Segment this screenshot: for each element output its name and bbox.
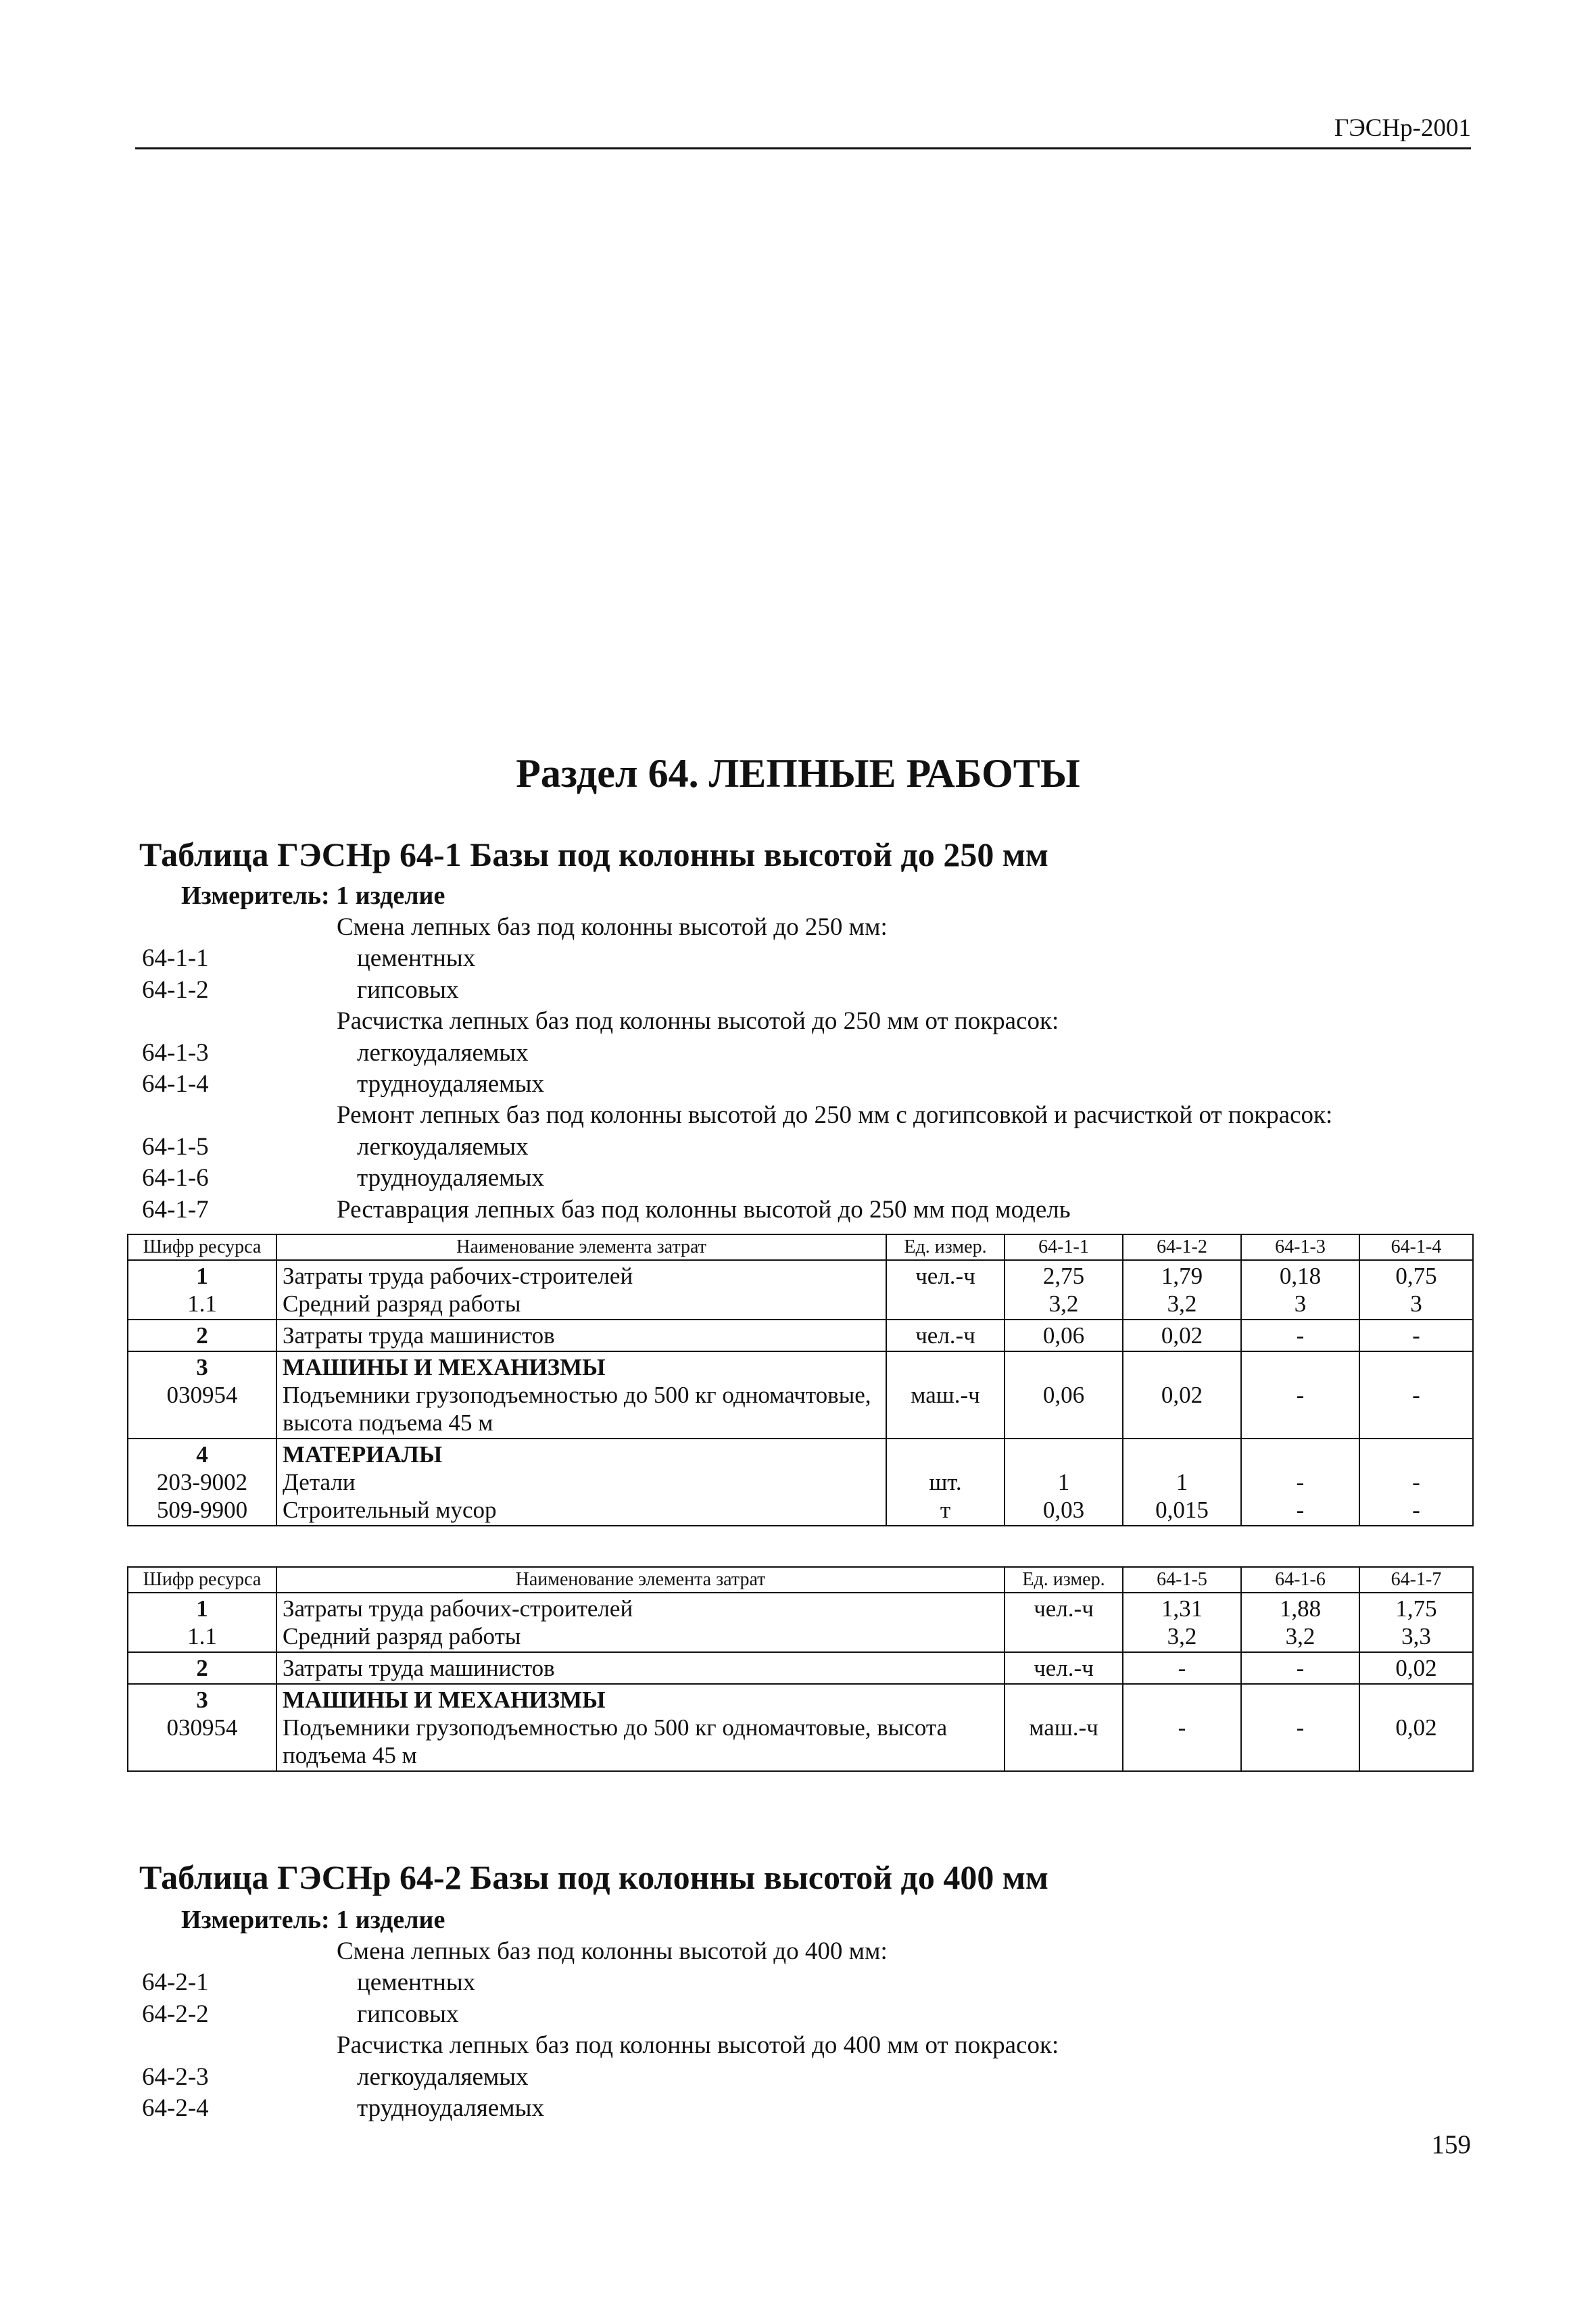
table-row [128,1593,1473,1652]
cost-element-cell [276,1260,886,1320]
work-code: 64-1-6 [142,1164,209,1192]
norm-value: - [1296,1714,1305,1741]
unit [1011,1622,1117,1650]
table-row [128,1351,1473,1439]
norm-value: 3,2 [1167,1290,1197,1317]
value-cell [1005,1260,1123,1320]
column-header: 64-1-7 [1359,1567,1473,1593]
value-cell [1241,1684,1359,1771]
resource-code: 2 [196,1655,208,1681]
norm-value: 0,18 [1279,1263,1322,1289]
norm-value [1365,1353,1467,1381]
table-row [128,1652,1473,1684]
work-description: трудноудаляемых [357,1070,544,1098]
value-cell [1123,1593,1241,1652]
norm-value: 2,75 [1042,1263,1085,1289]
cost-element-name: Затраты труда рабочих-строителей [283,1595,633,1622]
column-header: 64-1-2 [1123,1234,1241,1260]
unit: маш.-ч [911,1382,980,1408]
unit [892,1353,998,1381]
value-cell [1005,1439,1123,1526]
cost-element-cell [276,1652,1005,1684]
cost-element-name: Затраты труда рабочих-строителей [283,1263,633,1289]
norm-value: - [1296,1497,1305,1523]
norm-value: 0,06 [1042,1382,1085,1408]
value-cell [1359,1684,1473,1771]
norm-value [1129,1686,1235,1714]
norm-value: 0,75 [1395,1263,1437,1289]
unit: чел.-ч [1034,1655,1094,1681]
norm-value: 0,02 [1161,1382,1203,1408]
unit: маш.-ч [1029,1714,1098,1741]
norm-value: 3,2 [1167,1623,1197,1649]
norm-value: - [1412,1497,1420,1523]
resource-code: 4 [196,1441,208,1468]
cost-element-cell [276,1439,886,1526]
resource-code: 030954 [166,1714,238,1741]
work-code: 64-1-3 [142,1038,209,1067]
table-64-2-meter: Измеритель: 1 изделие [181,1906,445,1934]
value-cell [1241,1351,1359,1439]
resource-code: 030954 [166,1382,238,1408]
cost-element-name: Детали [283,1469,356,1495]
resource-code: 203-9002 [156,1469,248,1495]
unit-cell [886,1439,1005,1526]
table-64-1-title: Таблица ГЭСНр 64-1 Базы под колонны высотой до 250 мм [139,836,1048,873]
norm-value [1011,1441,1117,1468]
norm-value: - [1296,1382,1305,1408]
work-description: Реставрация лепных баз под колонны высотой до 250 мм под модель [337,1195,1071,1224]
value-cell [1359,1652,1473,1684]
work-description: легкоудаляемых [357,1132,529,1161]
norm-value: - [1412,1469,1420,1495]
value-cell [1123,1320,1241,1351]
value-cell [1359,1439,1473,1526]
resource-code: 1 [196,1263,208,1289]
section-title: Раздел 64. ЛЕПНЫЕ РАБОТЫ [516,751,1080,796]
column-header: 64-1-4 [1359,1234,1473,1260]
resource-code: 3 [196,1354,208,1380]
work-code: 64-1-1 [142,944,209,973]
document-code: ГЭСНр-2001 [1334,114,1471,142]
unit-cell [886,1260,1005,1320]
cost-element-name: Средний разряд работы [283,1623,521,1649]
norm-value [1247,1686,1353,1714]
table-64-2-title: Таблица ГЭСНр 64-2 Базы под колонны высотой до 400 мм [139,1858,1048,1896]
work-description: легкоудаляемых [357,1038,529,1067]
norm-value [1247,1353,1353,1381]
norm-value [1129,1441,1235,1468]
work-code: 64-2-3 [142,2062,209,2091]
work-description: трудноудаляемых [357,2094,544,2122]
unit: чел.-ч [1034,1595,1094,1622]
work-code: 64-1-2 [142,975,209,1004]
cost-element-name: МАШИНЫ И МЕХАНИЗМЫ [283,1354,606,1380]
column-header: Ед. измер. [886,1234,1005,1260]
table-row [128,1439,1473,1526]
resource-code-cell [128,1260,276,1320]
unit: т [940,1497,951,1523]
value-cell [1359,1260,1473,1320]
table-row [128,1320,1473,1351]
resource-code-cell [128,1320,276,1351]
unit: чел.-ч [915,1322,975,1349]
cost-element-name: Строительный мусор [283,1497,497,1523]
column-header: Шифр ресурса [128,1234,276,1260]
value-cell [1123,1260,1241,1320]
cost-element-name: Затраты труда машинистов [283,1322,555,1349]
work-description: трудноудаляемых [357,1164,544,1192]
cost-element-name: Средний разряд работы [283,1290,521,1317]
norm-value: 1,88 [1279,1595,1322,1622]
resource-code: 1.1 [187,1623,217,1649]
norm-value [1129,1353,1235,1381]
norm-value: 0,015 [1155,1497,1209,1523]
value-cell [1241,1652,1359,1684]
column-header: Наименование элемента затрат [276,1567,1005,1593]
norm-value: - [1296,1655,1305,1681]
work-description: Смена лепных баз под колонны высотой до 400 мм: [337,1937,888,1965]
work-code: 64-1-5 [142,1132,209,1161]
norm-value: - [1296,1469,1305,1495]
unit: шт. [929,1469,962,1495]
resource-code: 1.1 [187,1290,217,1317]
cost-element-cell [276,1593,1005,1652]
cost-element-name: Подъемники грузоподъемностью до 500 кг одномачтовые, высота подъема 45 м [283,1714,948,1768]
unit-cell [1005,1684,1123,1771]
value-cell [1241,1320,1359,1351]
column-header: Наименование элемента затрат [276,1234,886,1260]
norm-value [1365,1441,1467,1468]
norm-value: 1,79 [1161,1263,1203,1289]
unit: чел.-ч [915,1263,975,1289]
norm-value: 3,3 [1401,1623,1431,1649]
norm-value: 0,02 [1161,1322,1203,1349]
resource-code: 509-9900 [156,1497,248,1523]
value-cell [1123,1684,1241,1771]
resource-table-64-1-1-to-4 [127,1234,1474,1526]
table-row [128,1684,1473,1771]
header-rule [135,147,1471,149]
work-code: 64-2-1 [142,1969,209,1997]
value-cell [1359,1320,1473,1351]
norm-value: 1 [1176,1469,1188,1495]
value-cell [1005,1351,1123,1439]
work-description: цементных [357,1969,476,1997]
norm-value: 3,2 [1048,1290,1079,1317]
unit-cell [886,1320,1005,1351]
norm-value [1365,1686,1467,1714]
norm-value: - [1412,1322,1420,1349]
norm-value: 1,31 [1161,1595,1203,1622]
resource-code-cell [128,1351,276,1439]
column-header: 64-1-1 [1005,1234,1123,1260]
column-header: 64-1-5 [1123,1567,1241,1593]
value-cell [1241,1439,1359,1526]
value-cell [1359,1351,1473,1439]
norm-value: 0,02 [1395,1714,1437,1741]
unit [1011,1686,1117,1714]
value-cell [1123,1439,1241,1526]
work-code: 64-1-7 [142,1195,209,1224]
work-code: 64-2-4 [142,2094,209,2122]
page-number: 159 [1431,2130,1471,2159]
work-code: 64-1-4 [142,1070,209,1098]
resource-code-cell [128,1652,276,1684]
norm-value: 0,02 [1395,1655,1437,1681]
norm-value: - [1178,1655,1186,1681]
work-description: Ремонт лепных баз под колонны высотой до 250 мм с догипсовкой и расчисткой от покрасок: [337,1101,1333,1130]
cost-element-cell [276,1320,886,1351]
resource-code: 3 [196,1687,208,1713]
norm-value [1011,1353,1117,1381]
value-cell [1123,1351,1241,1439]
column-header: Ед. измер. [1005,1567,1123,1593]
norm-value: - [1296,1322,1305,1349]
resource-code: 2 [196,1322,208,1349]
table-64-1-meter: Измеритель: 1 изделие [181,882,445,910]
work-description: Расчистка лепных баз под колонны высотой до 400 мм от покрасок: [337,2031,1059,2060]
norm-value [1247,1441,1353,1468]
cost-element-name: Затраты труда машинистов [283,1655,555,1681]
resource-code-cell [128,1593,276,1652]
norm-value: 3,2 [1285,1623,1315,1649]
value-cell [1359,1593,1473,1652]
column-header: Шифр ресурса [128,1567,276,1593]
work-description: Смена лепных баз под колонны высотой до 250 мм: [337,913,888,941]
norm-value: 3 [1410,1290,1422,1317]
work-description: цементных [357,944,476,973]
work-description: Расчистка лепных баз под колонны высотой до 250 мм от покрасок: [337,1007,1059,1036]
unit-cell [1005,1652,1123,1684]
work-code: 64-2-2 [142,2000,209,2028]
unit-cell [886,1351,1005,1439]
table-row [128,1260,1473,1320]
norm-value: 0,03 [1042,1497,1085,1523]
work-description: легкоудаляемых [357,2062,529,2091]
norm-value: - [1178,1714,1186,1741]
column-header: 64-1-6 [1241,1567,1359,1593]
cost-element-name: Подъемники грузоподъемностью до 500 кг одномачтовые, высота подъема 45 м [283,1382,871,1436]
unit-cell [1005,1593,1123,1652]
resource-code-cell [128,1684,276,1771]
value-cell [1241,1593,1359,1652]
column-header: 64-1-3 [1241,1234,1359,1260]
unit [892,1441,998,1468]
resource-code: 1 [196,1595,208,1622]
norm-value: 1,75 [1395,1595,1437,1622]
unit [892,1290,998,1318]
norm-value: - [1412,1382,1420,1408]
work-description: гипсовых [357,2000,459,2028]
cost-element-name: МАТЕРИАЛЫ [283,1441,443,1468]
value-cell [1123,1652,1241,1684]
resource-code-cell [128,1439,276,1526]
resource-table-64-1-5-to-7 [127,1566,1474,1772]
norm-value: 3 [1294,1290,1307,1317]
cost-element-name: МАШИНЫ И МЕХАНИЗМЫ [283,1687,606,1713]
work-description: гипсовых [357,975,459,1004]
norm-value: 1 [1057,1469,1070,1495]
norm-value: 0,06 [1042,1322,1085,1349]
cost-element-cell [276,1351,886,1439]
cost-element-cell [276,1684,1005,1771]
value-cell [1005,1320,1123,1351]
value-cell [1241,1260,1359,1320]
